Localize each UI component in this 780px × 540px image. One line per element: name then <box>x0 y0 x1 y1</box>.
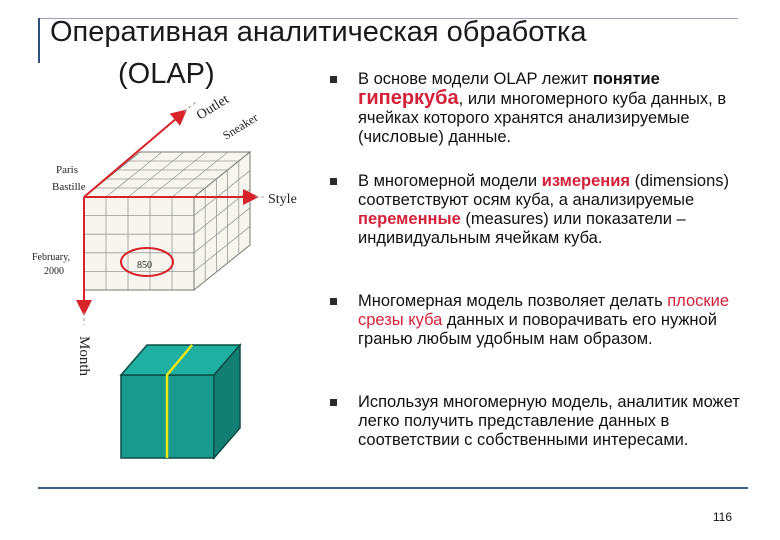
month-label: Month <box>76 336 92 377</box>
bullet-text: Используя многомерную модель, аналитик может легко получить представление данных в соответствии с собственными интересами. <box>358 393 740 449</box>
bullet-text: Многомерная модель позволяет делать плоские срезы куба данных и поворачивать его нужной гранью любым удобным нам образом. <box>358 292 730 348</box>
year-label: 2000 <box>44 266 64 277</box>
slide-title-olap: (OLAP) <box>118 58 215 90</box>
bullet-text: В основе модели OLAP лежит понятие гиперкуба, или многомерного куба данных, в ячейках которого хранятся анализируемые (числовые) данные. <box>358 70 727 146</box>
bullet-marker <box>330 298 337 305</box>
february-label: February, <box>32 252 70 263</box>
sneaker-label: Sneaker <box>220 110 261 143</box>
olap-cube-diagram <box>0 0 320 480</box>
bullet-marker <box>330 76 337 83</box>
style-label: Style <box>268 192 297 207</box>
outlet-label: Outlet <box>194 92 232 124</box>
hypercube <box>84 152 250 290</box>
slice-cube <box>121 345 240 458</box>
slide-title: Оперативная аналитическая обработка <box>50 16 587 48</box>
bullet-text: В многомерной модели измерения (dimensions) соответствуют осям куба, а анализируемые переменные (measures) или показатели – индивидуальным ячейкам куба. <box>358 172 730 247</box>
bastille-label: Bastille <box>52 181 86 193</box>
page-number: 116 <box>712 510 732 524</box>
bottom-rule <box>38 487 748 489</box>
bullet-marker <box>330 399 337 406</box>
paris-label: Paris <box>56 164 78 176</box>
cell-value: 850 <box>137 260 152 271</box>
bullet-marker <box>330 178 337 185</box>
